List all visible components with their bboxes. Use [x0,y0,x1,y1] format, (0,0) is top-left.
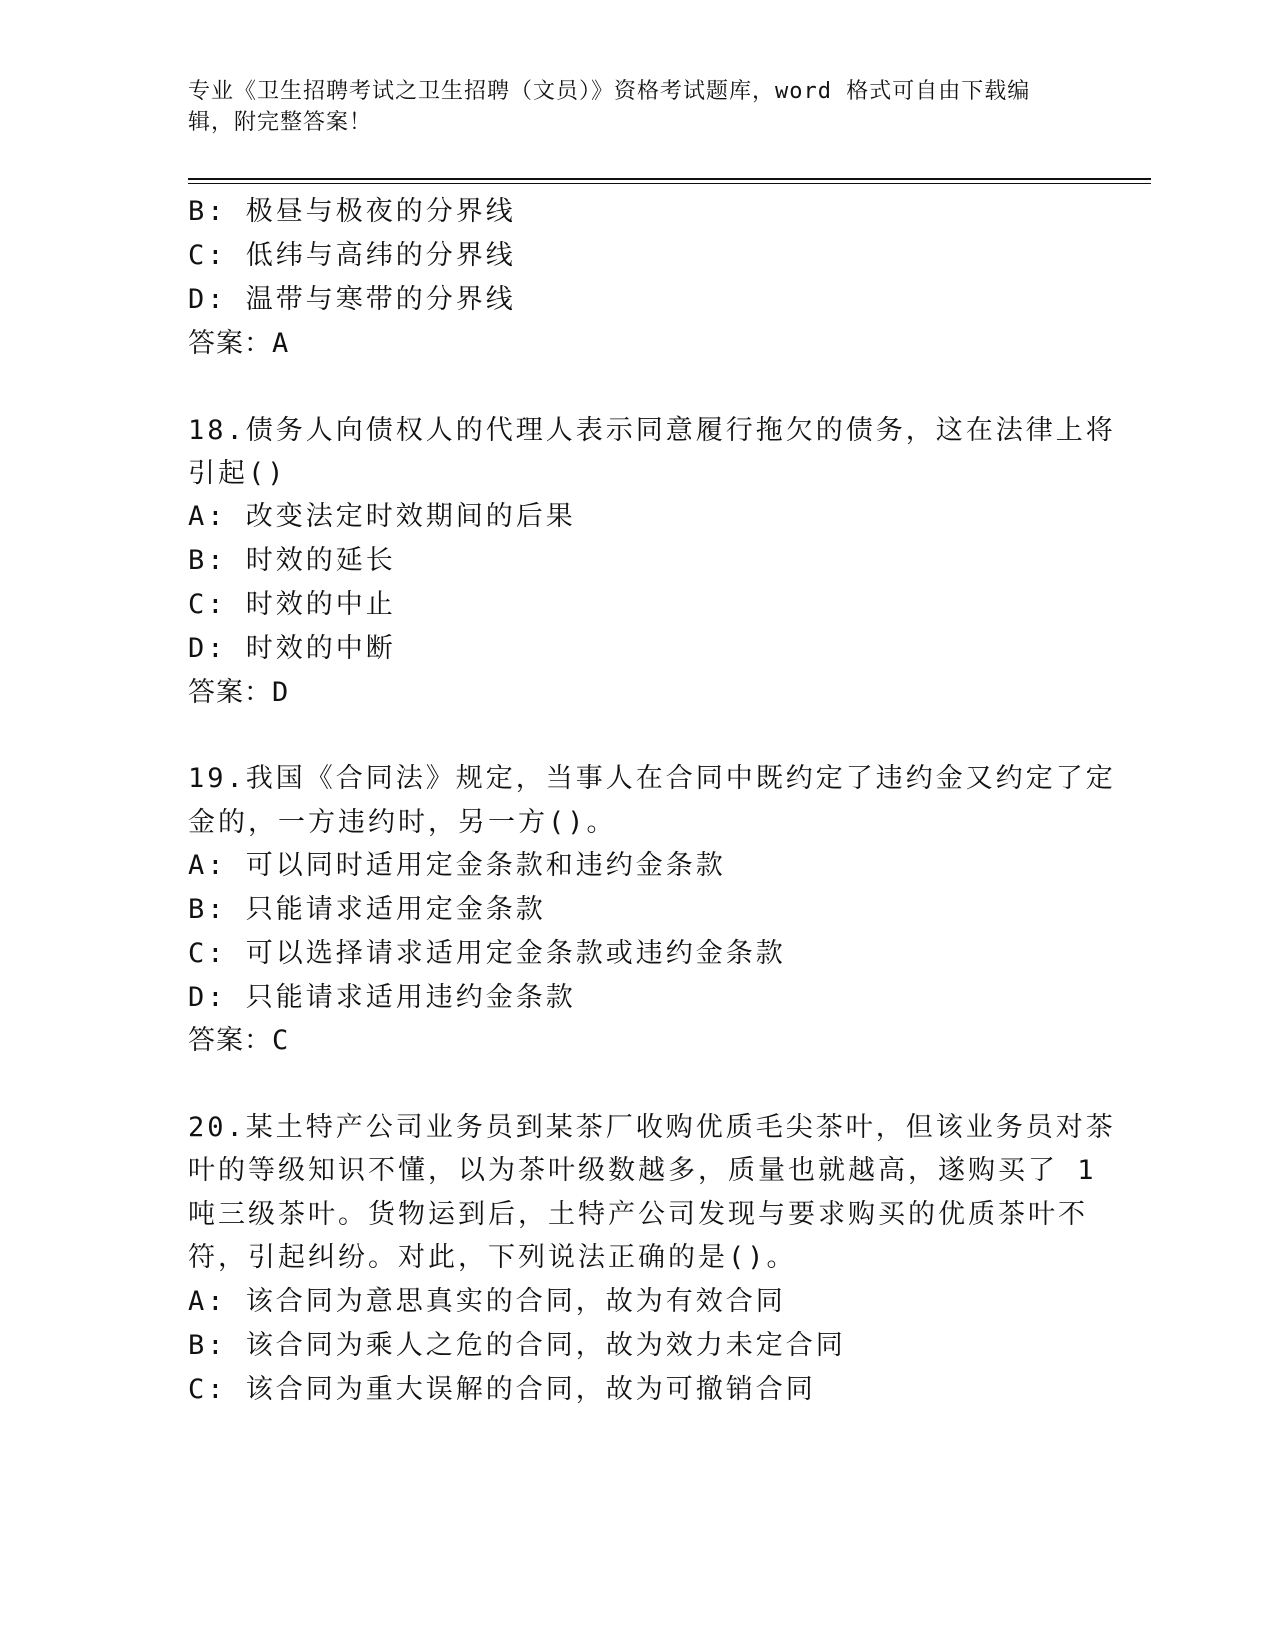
q19-option-d: D: 只能请求适用违约金条款 [188,982,576,1013]
q20-option-c: C: 该合同为重大误解的合同，故为可撤销合同 [188,1374,816,1405]
q18-option-a: A: 改变法定时效期间的后果 [188,501,576,532]
q18-stem-line-2: 引起() [188,458,287,489]
q20-option-a: A: 该合同为意思真实的合同，故为有效合同 [188,1286,786,1317]
q17-answer [188,326,289,362]
q17-option-d: D: 温带与寒带的分界线 [188,284,516,315]
q18-option-c: C: 时效的中止 [188,589,396,620]
answer-label: 答案： [188,328,272,359]
answer-label: 答案： [188,677,272,708]
q19-answer [188,1023,289,1059]
q19-option-a: A: 可以同时适用定金条款和违约金条款 [188,850,726,881]
q18-stem-line-1: 18.债务人向债权人的代理人表示同意履行拖欠的债务，这在法律上将 [188,415,1116,446]
q20-stem-line-4: 符，引起纠纷。对此，下列说法正确的是()。 [188,1242,797,1273]
q19-option-b: B: 只能请求适用定金条款 [188,894,546,925]
q20-stem-line-3: 吨三级茶叶。货物运到后，土特产公司发现与要求购买的优质茶叶不 [188,1199,1088,1230]
answer-value: A [272,328,290,359]
answer-value: D [272,677,290,708]
q19-option-c: C: 可以选择请求适用定金条款或违约金条款 [188,938,786,969]
q17-option-c: C: 低纬与高纬的分界线 [188,240,516,271]
answer-value: C [272,1025,290,1056]
q18-option-b: B: 时效的延长 [188,545,396,576]
q19-stem-line-1: 19.我国《合同法》规定，当事人在合同中既约定了违约金又约定了定 [188,763,1116,794]
q18-answer [188,675,289,711]
document-header: 专业《卫生招聘考试之卫生招聘（文员）》资格考试题库，word 格式可自由下载编辑，附完整答案！ [188,79,1031,135]
q17-option-b: B: 极昼与极夜的分界线 [188,196,516,227]
q18-option-d: D: 时效的中断 [188,633,396,664]
answer-label: 答案： [188,1025,272,1056]
q20-option-b: B: 该合同为乘人之危的合同，故为效力未定合同 [188,1330,846,1361]
header-rule-thin [188,183,1151,184]
q20-stem-line-2: 叶的等级知识不懂，以为茶叶级数越多，质量也就越高，遂购买了 1 [188,1155,1097,1186]
q19-stem-line-2: 金的，一方违约时，另一方()。 [188,807,617,838]
q20-stem-line-1: 20.某土特产公司业务员到某茶厂收购优质毛尖茶叶，但该业务员对茶 [188,1112,1116,1143]
header-rule-thick [188,178,1151,180]
